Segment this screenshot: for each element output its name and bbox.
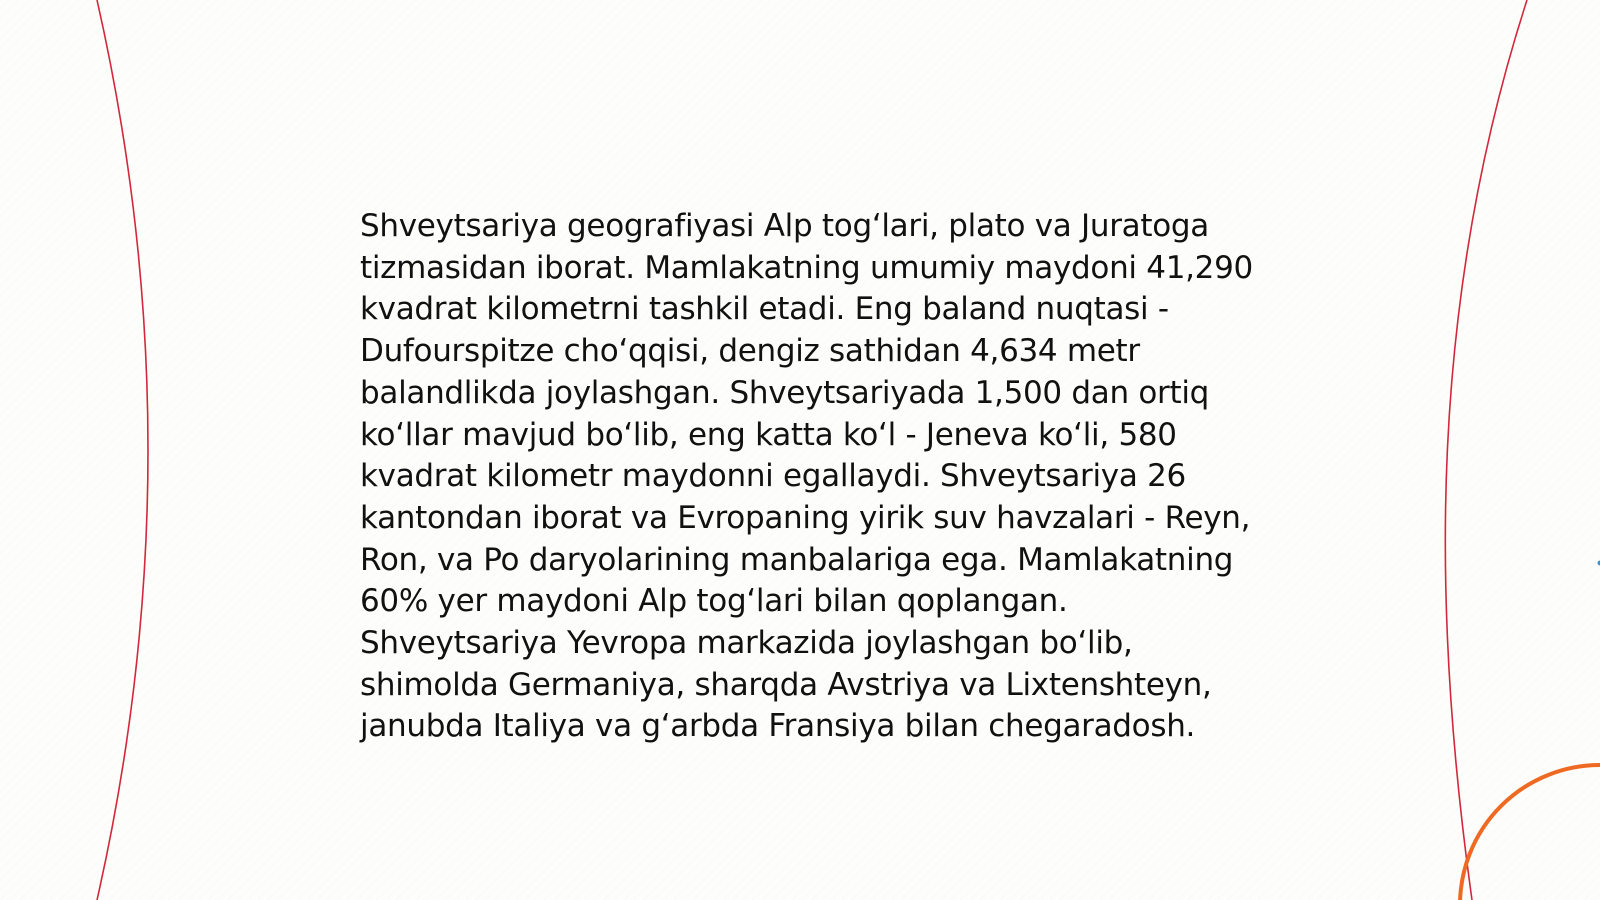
left-arc-line (97, 0, 148, 900)
right-arc-line (1445, 0, 1527, 900)
orange-accent-circle (1460, 765, 1600, 900)
slide-body-text: Shveytsariya geografiyasi Alp tog‘lari, plato va Juratoga tizmasidan iborat. Mamlakatning umumiy maydoni 41,290 kvadrat kilometrni tashkil etadi. Eng baland nuqtasi - Dufourspitze cho‘qqisi, dengiz sathidan 4,634 metr balandlikda joylashgan. Shveytsariyada 1,500 dan ortiq ko‘llar mavjud bo‘lib, eng katta ko‘l - Jeneva ko‘li, 580 kvadrat kilometr maydonni egallaydi. Shveytsariya 26 kantondan iborat va Evropaning yirik suv havzalari - Reyn, Ron, va Po daryolarining manbalariga ega. Mamlakatning 60% yer maydoni Alp tog‘lari bilan qoplangan. Shveytsariya Yevropa markazida joylashgan bo‘lib, shimolda Germaniya, sharqda Avstriya va Lixtenshteyn, janubda Italiya va g‘arbda Fransiya bilan chegaradosh. (360, 208, 1253, 745)
